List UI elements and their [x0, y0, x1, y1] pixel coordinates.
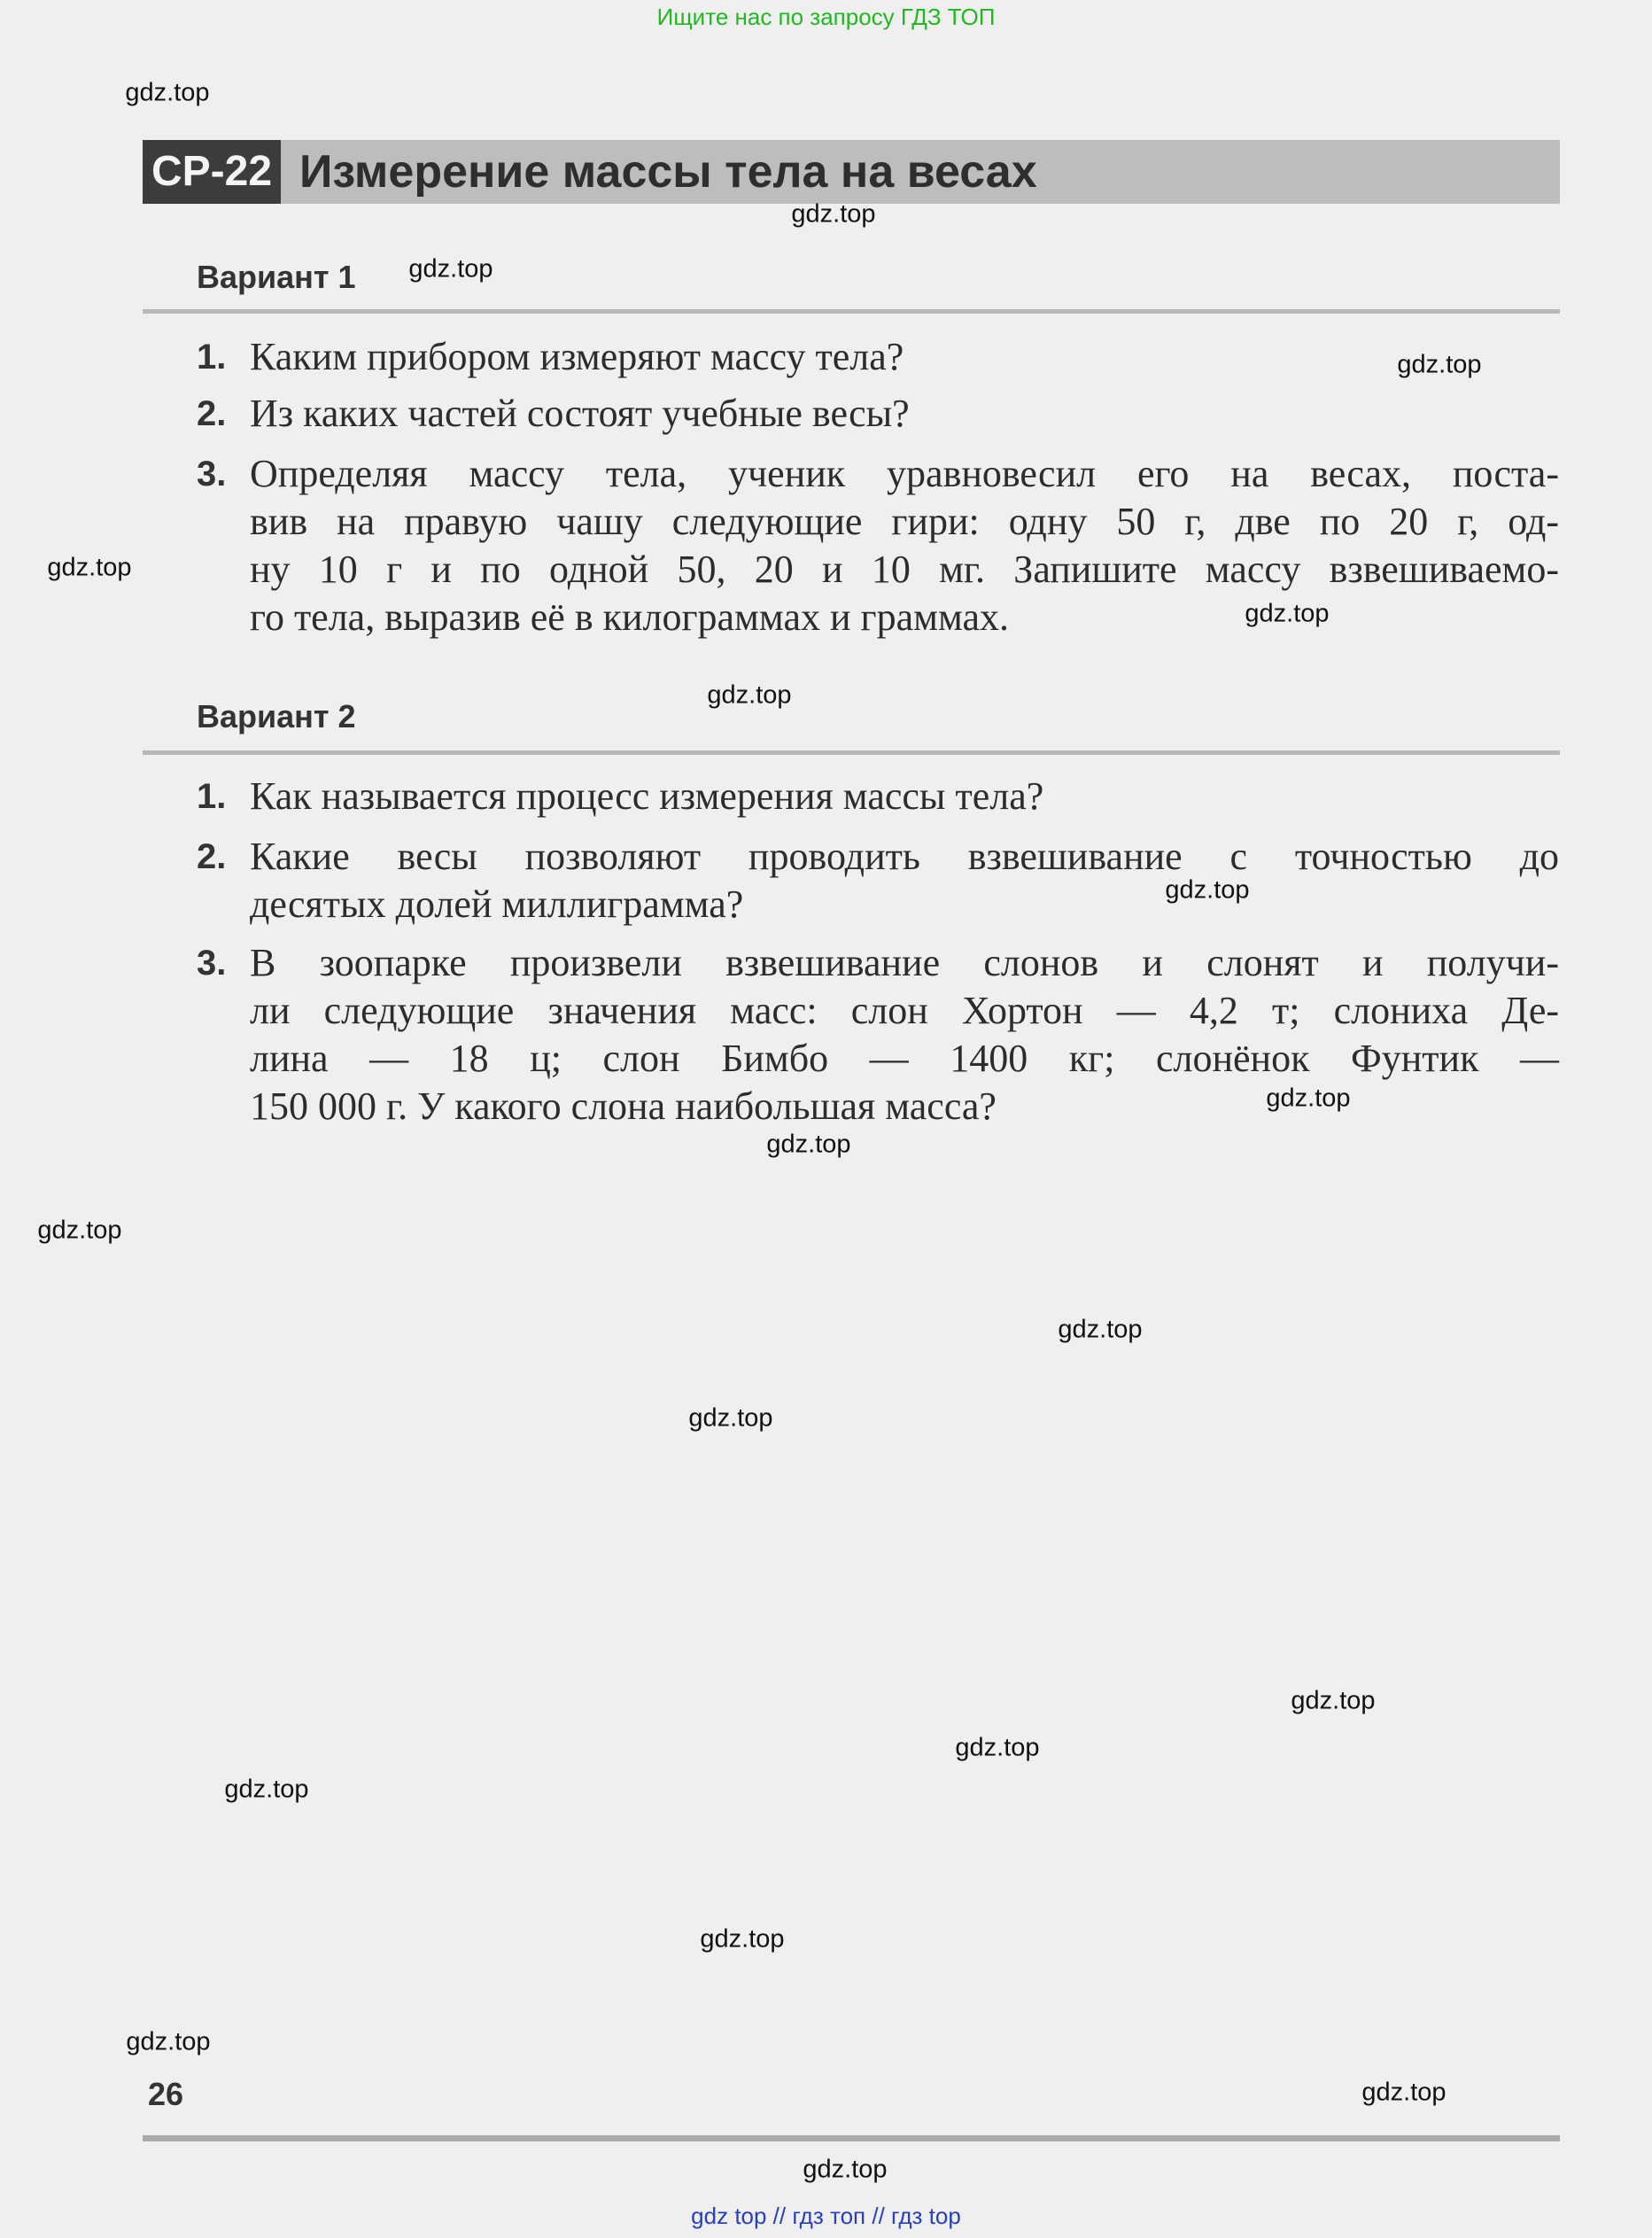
question-text: Каким прибором измеряют массу тела?	[250, 335, 904, 378]
divider	[143, 309, 1560, 314]
watermark: gdz.top	[1058, 1315, 1143, 1344]
watermark: gdz.top	[803, 2155, 888, 2184]
watermark: gdz.top	[688, 1403, 773, 1433]
question-text: 150 000 г. У какого слона наибольшая масса?	[250, 1084, 997, 1128]
question-text: го тела, выразив её в килограммах и граммах.	[250, 595, 1010, 639]
watermark: gdz.top	[707, 680, 792, 710]
question-text: Определяя массу тела, ученик уравновесил его на весах, поста-	[250, 452, 1559, 495]
divider	[143, 750, 1560, 755]
watermark: gdz.top	[126, 2027, 211, 2056]
footer-links[interactable]: gdz top // гдз топ // гдз top	[691, 2203, 961, 2229]
question-text: вив на правую чашу следующие гири: одну 50 г, две по 20 г, од-	[250, 500, 1559, 543]
question-text: ну 10 г и по одной 50, 20 и 10 мг. Запишите массу взвешиваемо-	[250, 548, 1559, 591]
question-text: ли следующие значения масс: слон Хортон — 4,2 т; слониха Де-	[250, 989, 1559, 1032]
question-text: Как называется процесс измерения массы тела?	[250, 774, 1044, 818]
search-hint-link[interactable]: Ищите нас по запросу ГДЗ ТОП	[656, 4, 996, 30]
watermark: gdz.top	[37, 1216, 122, 1245]
watermark: gdz.top	[1397, 350, 1482, 379]
question-number: 1.	[197, 777, 227, 816]
watermark: gdz.top	[408, 254, 493, 284]
question-number: 2.	[197, 837, 227, 876]
watermark: gdz.top	[700, 1924, 785, 1954]
watermark: gdz.top	[1361, 2078, 1446, 2107]
watermark: gdz.top	[1266, 1084, 1351, 1113]
section-code: СР-22	[143, 140, 281, 204]
question-text: Из каких частей состоят учебные весы?	[250, 392, 910, 435]
section-title: Измерение массы тела на весах	[299, 146, 1037, 198]
page-number: 26	[148, 2076, 184, 2112]
question-text: В зоопарке произвели взвешивание слонов и слонят и получи-	[250, 941, 1559, 984]
watermark: gdz.top	[224, 1775, 309, 1804]
question-text: десятых долей миллиграмма?	[250, 882, 744, 926]
footer-divider	[143, 2135, 1560, 2141]
watermark: gdz.top	[955, 1733, 1040, 1762]
watermark: gdz.top	[791, 199, 876, 229]
question-text: лина — 18 ц; слон Бимбо — 1400 кг; слонёнок Фунтик —	[250, 1037, 1559, 1080]
variant-1-title: Вариант 1	[197, 259, 356, 295]
watermark: gdz.top	[47, 553, 132, 582]
question-number: 3.	[197, 944, 227, 983]
variant-2-title: Вариант 2	[197, 698, 356, 734]
question-number: 1.	[197, 338, 227, 377]
watermark: gdz.top	[1165, 875, 1250, 905]
question-number: 2.	[197, 394, 227, 433]
watermark: gdz.top	[125, 78, 210, 107]
watermark: gdz.top	[1291, 1686, 1376, 1715]
question-number: 3.	[197, 455, 227, 493]
watermark: gdz.top	[766, 1130, 851, 1159]
question-text: Какие весы позволяют проводить взвешивание с точностью до	[250, 835, 1559, 878]
watermark: gdz.top	[1245, 599, 1330, 628]
